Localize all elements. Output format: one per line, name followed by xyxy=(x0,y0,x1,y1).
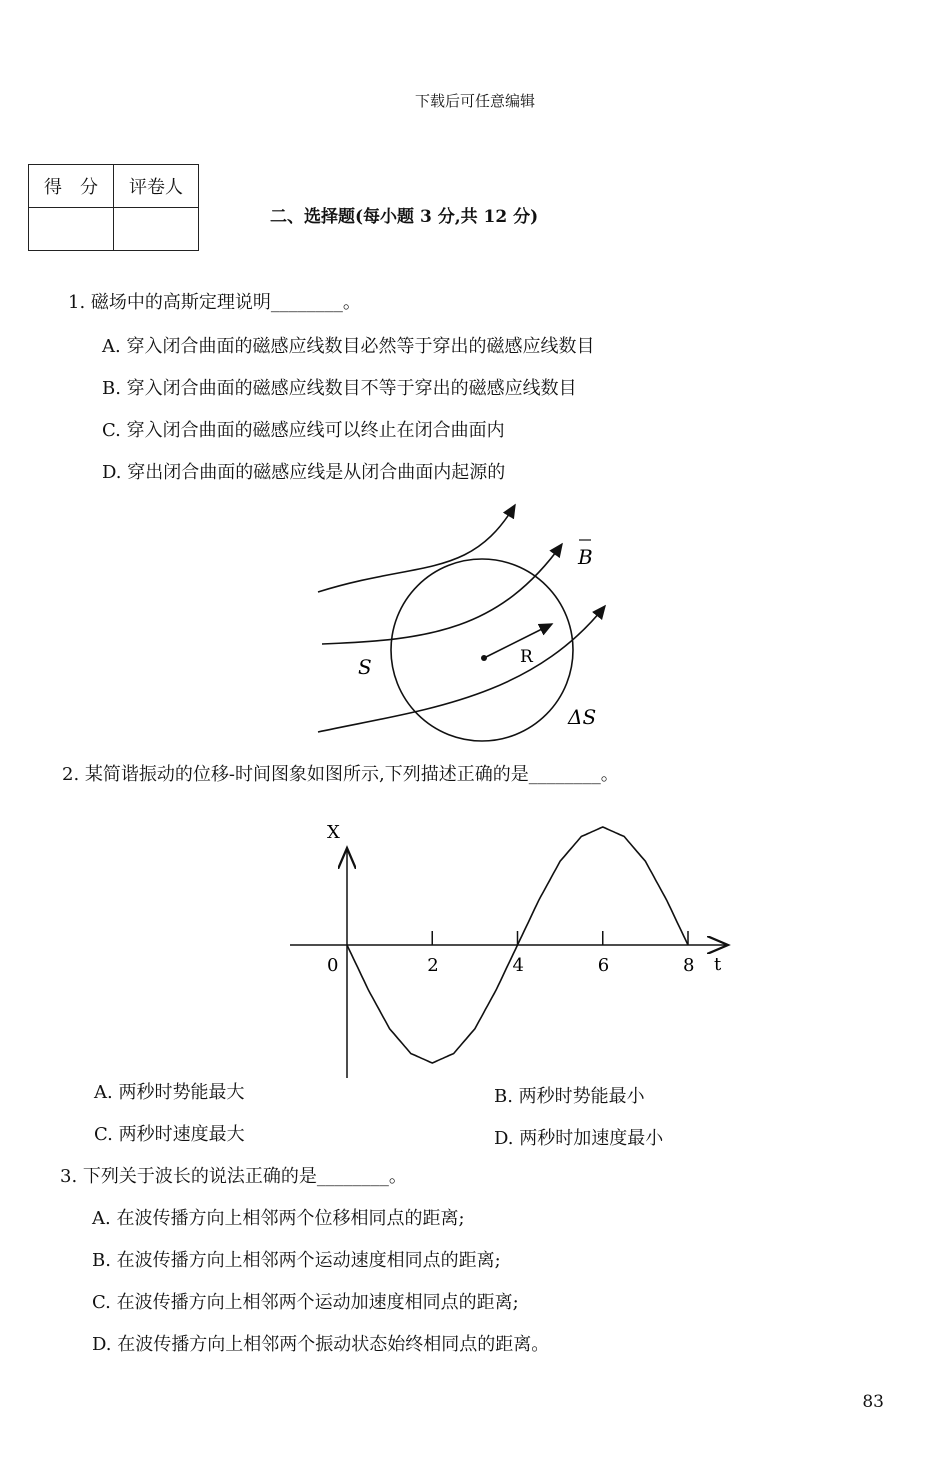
question-2-option-d[interactable]: D. 两秒时加速度最小 xyxy=(494,1128,664,1149)
question-3-stem: 3. 下列关于波长的说法正确的是________。 xyxy=(60,1166,407,1187)
section-title: 二、选择题(每小题 3 分,共 12 分) xyxy=(270,207,539,227)
question-1-stem: 1. 磁场中的高斯定理说明________。 xyxy=(68,292,361,313)
label-delta-s: ΔS xyxy=(568,705,597,729)
download-note: 下载后可任意编辑 xyxy=(414,92,535,110)
x-tick-label: 4 xyxy=(512,955,524,976)
question-2-stem: 2. 某简谐振动的位移-时间图象如图所示,下列描述正确的是________。 xyxy=(62,764,619,785)
x-axis-label: t xyxy=(714,954,722,975)
label-s: S xyxy=(358,655,372,679)
question-2-option-c[interactable]: C. 两秒时速度最大 xyxy=(94,1124,245,1145)
x-tick-label: 0 xyxy=(327,955,339,976)
x-tick-label: 6 xyxy=(597,955,610,976)
question-1-option-d[interactable]: D. 穿出闭合曲面的磁感应线是从闭合曲面内起源的 xyxy=(102,462,506,483)
question-3-option-c[interactable]: C. 在波传播方向上相邻两个运动加速度相同点的距离; xyxy=(92,1292,519,1313)
page-number: 83 xyxy=(862,1392,884,1412)
question-2-option-a[interactable]: A. 两秒时势能最大 xyxy=(94,1082,245,1103)
x-tick-label: 2 xyxy=(427,955,439,976)
grader-header: 评卷人 xyxy=(114,165,199,208)
question-1-option-c[interactable]: C. 穿入闭合曲面的磁感应线可以终止在闭合曲面内 xyxy=(102,420,505,441)
question-2-option-b[interactable]: B. 两秒时势能最小 xyxy=(494,1086,645,1107)
y-axis-label: X xyxy=(327,822,340,843)
question-3-option-a[interactable]: A. 在波传播方向上相邻两个位移相同点的距离; xyxy=(92,1208,465,1229)
question-3-option-b[interactable]: B. 在波传播方向上相邻两个运动速度相同点的距离; xyxy=(92,1250,501,1271)
question-1-option-b[interactable]: B. 穿入闭合曲面的磁感应线数目不等于穿出的磁感应线数目 xyxy=(102,378,577,399)
label-r: R xyxy=(520,647,533,667)
x-tick-label: 8 xyxy=(683,955,695,976)
question-1-option-a[interactable]: A. 穿入闭合曲面的磁感应线数目必然等于穿出的磁感应线数目 xyxy=(102,336,595,357)
question-3-option-d[interactable]: D. 在波传播方向上相邻两个振动状态始终相同点的距离。 xyxy=(92,1334,550,1355)
label-b: B xyxy=(578,545,593,569)
score-header: 得 分 xyxy=(29,165,114,208)
